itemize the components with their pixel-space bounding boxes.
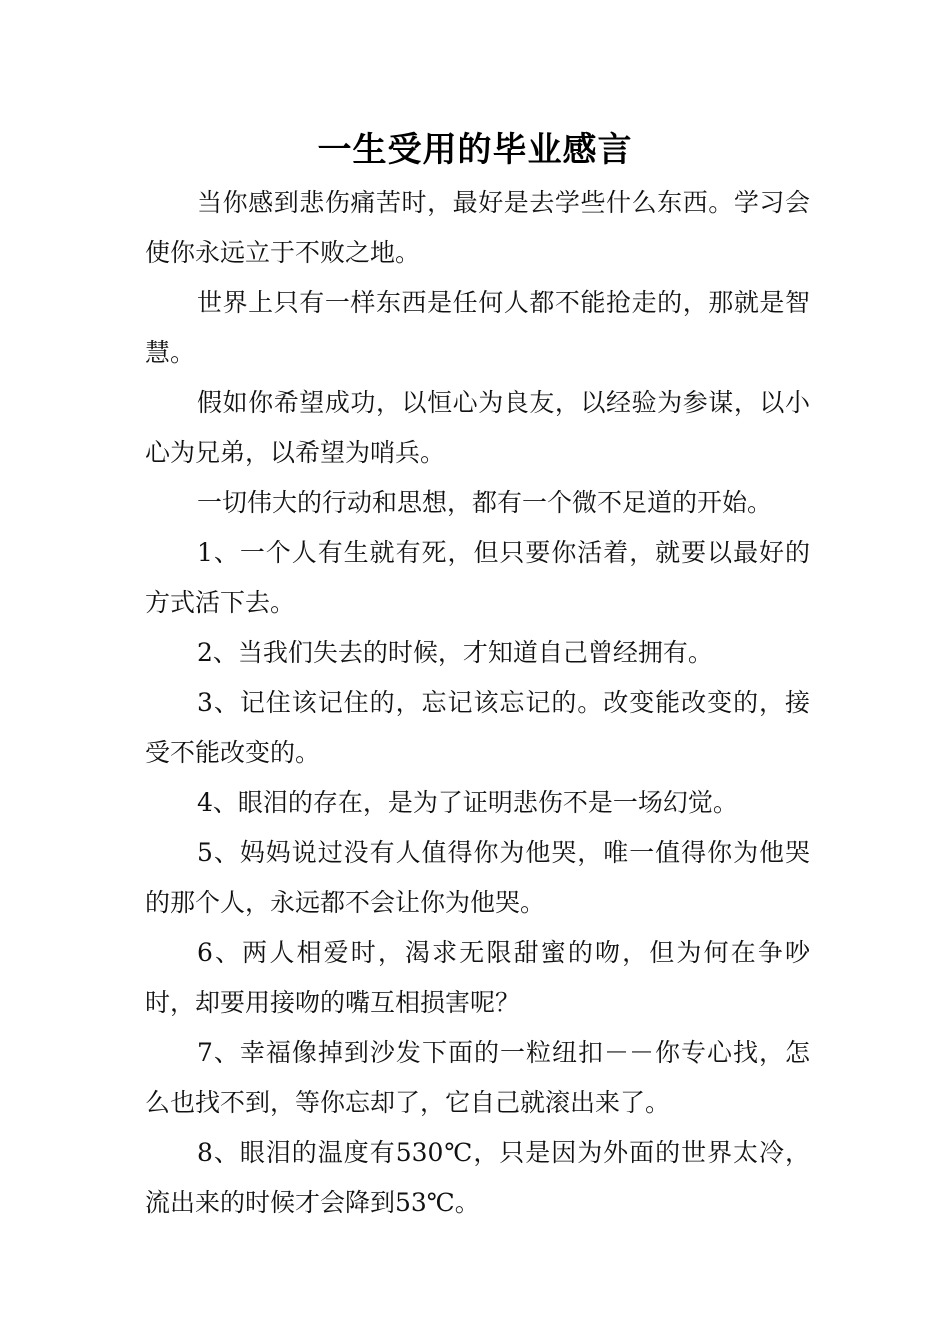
paragraph: 5、妈妈说过没有人值得你为他哭，唯一值得你为他哭的那个人，永远都不会让你为他哭。 [145, 838, 810, 917]
paragraph: 假如你希望成功，以恒心为良友，以经验为参谋，以小心为兄弟，以希望为哨兵。 [145, 388, 810, 467]
paragraph: 2、当我们失去的时候，才知道自己曾经拥有。 [197, 638, 713, 667]
paragraph: 1、一个人有生就有死，但只要你活着，就要以最好的方式活下去。 [145, 538, 810, 617]
paragraph: 当你感到悲伤痛苦时，最好是去学些什么东西。学习会使你永远立于不败之地。 [145, 188, 810, 267]
paragraph: 世界上只有一样东西是任何人都不能抢走的，那就是智慧。 [145, 288, 810, 367]
paragraph: 3、记住该记住的，忘记该忘记的。改变能改变的，接受不能改变的。 [145, 688, 810, 767]
paragraph: 一切伟大的行动和思想，都有一个微不足道的开始。 [197, 488, 773, 517]
paragraph: 4、眼泪的存在，是为了证明悲伤不是一场幻觉。 [197, 788, 738, 817]
paragraph: 8、眼泪的温度有530℃，只是因为外面的世界太冷，流出来的时候才会降到53℃。 [145, 1138, 810, 1217]
document-body [145, 178, 810, 1228]
paragraph: 7、幸福像掉到沙发下面的一粒纽扣－－你专心找，怎么也找不到，等你忘却了，它自己就滚出来了。 [145, 1038, 810, 1117]
paragraph: 6、两人相爱时，渴求无限甜蜜的吻，但为何在争吵时，却要用接吻的嘴互相损害呢？ [145, 938, 810, 1017]
document-title: 一生受用的毕业感言 [317, 130, 633, 170]
